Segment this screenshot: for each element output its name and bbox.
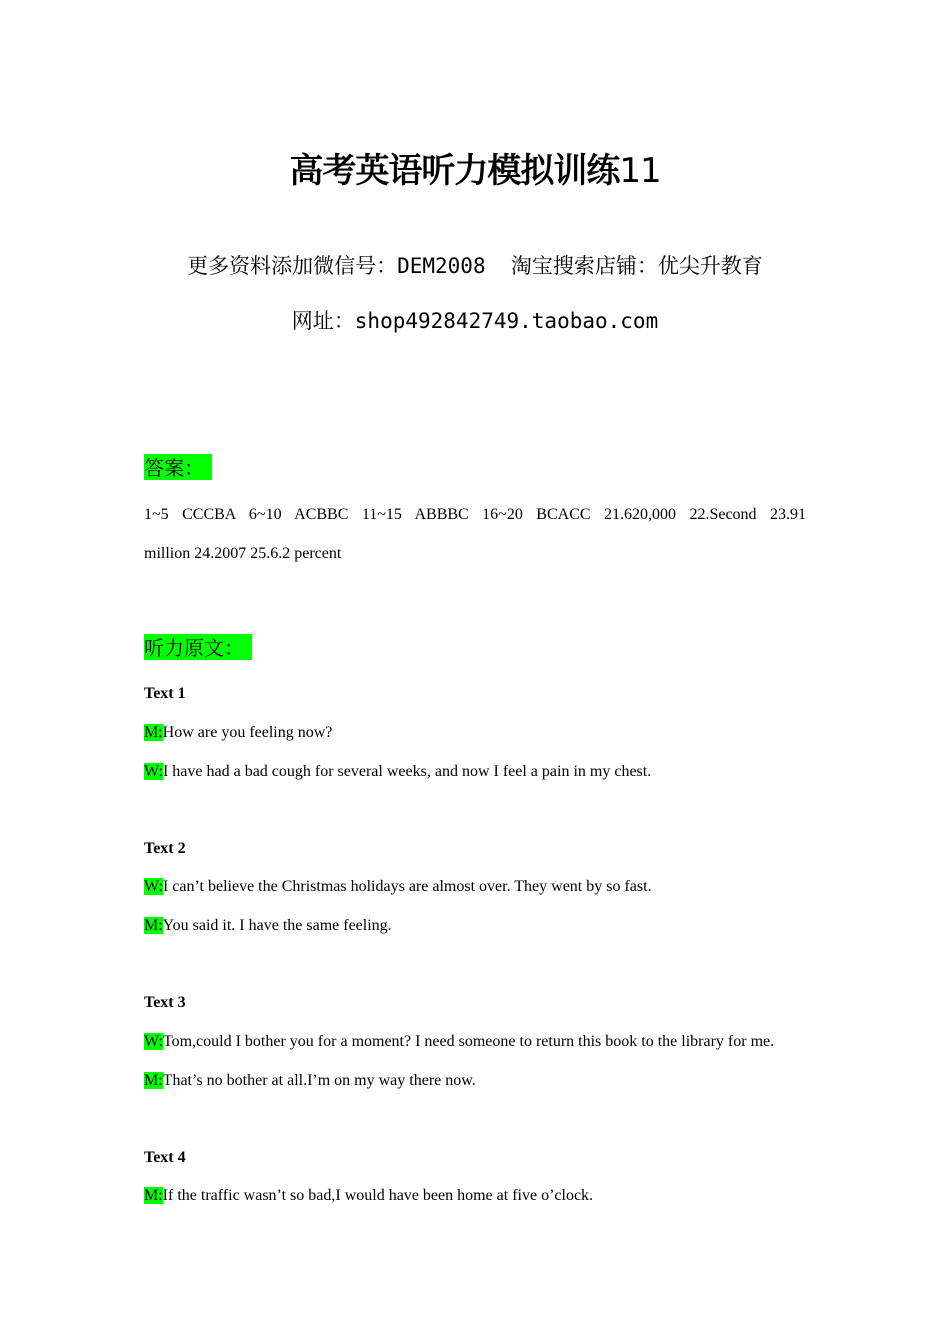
text-3-title: Text 3 — [144, 994, 186, 1011]
speaker-label: M: — [144, 1187, 163, 1204]
speaker-label: W: — [144, 763, 163, 780]
page-title — [0, 143, 950, 192]
text-2-title: Text 2 — [144, 840, 186, 857]
utterance: Tom,could I bother you for a moment? I need someone to return this book to the library for me. — [162, 1033, 775, 1050]
speaker-label: W: — [144, 878, 163, 895]
contact-info-line: 更多资料添加微信号：DEM2008 淘宝搜索店铺：优尖升教育 — [187, 254, 763, 278]
answers-line-1: 1~5 CCCBA 6~10 ACBBC 11~15 ABBBC 16~20 BCACC 21.620,000 22.Second 23.91 — [144, 506, 806, 523]
title-number: 11 — [619, 151, 661, 191]
text-4-title: Text 4 — [144, 1149, 186, 1166]
speaker-label: M: — [144, 1072, 163, 1089]
utterance: If the traffic wasn’t so bad,I would have been home at five o’clock. — [162, 1187, 594, 1204]
dialogue-line — [144, 917, 392, 935]
utterance: How are you feeling now? — [162, 724, 333, 741]
dialogue-line — [144, 878, 652, 896]
website-info-line: 网址：shop492842749.taobao.com — [291, 309, 659, 333]
answers-heading: 答案： — [144, 454, 212, 480]
dialogue-line — [144, 1072, 476, 1090]
answers-line-2: million 24.2007 25.6.2 percent — [144, 545, 342, 562]
utterance: I can’t believe the Christmas holidays are almost over. They went by so fast. — [162, 878, 652, 895]
title-text: 高考英语听力模拟训练 — [289, 151, 620, 191]
speaker-label: W: — [144, 1033, 163, 1050]
script-heading: 听力原文： — [144, 634, 252, 660]
dialogue-line — [144, 1033, 774, 1051]
utterance: That’s no bother at all.I’m on my way there now. — [162, 1072, 476, 1089]
dialogue-line — [144, 763, 651, 781]
utterance: You said it. I have the same feeling. — [162, 917, 392, 934]
dialogue-line — [144, 1187, 593, 1205]
utterance: I have had a bad cough for several weeks, and now I feel a pain in my chest. — [162, 763, 652, 780]
speaker-label: M: — [144, 724, 163, 741]
speaker-label: M: — [144, 917, 163, 934]
text-1-title: Text 1 — [144, 685, 186, 702]
dialogue-line — [144, 724, 332, 742]
